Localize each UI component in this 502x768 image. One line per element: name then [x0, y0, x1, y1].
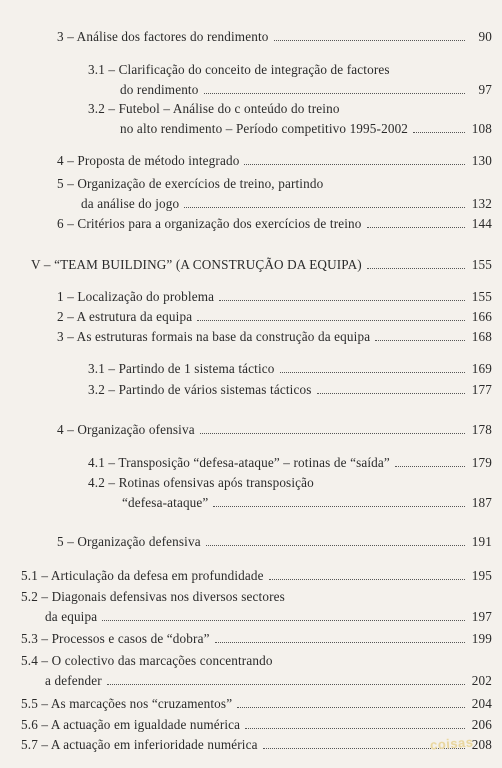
toc-entry: [21, 735, 492, 755]
toc-entry: [88, 60, 492, 100]
dot-leader: [206, 545, 465, 546]
toc-entry-title: 5.4 – O colectivo das marcações concentrando: [21, 653, 273, 668]
dot-leader: [413, 132, 465, 133]
dot-leader: [395, 466, 465, 467]
dot-leader: [269, 579, 465, 580]
toc-entry-page: 199: [471, 631, 492, 646]
toc-entry: [57, 532, 492, 552]
toc-entry-page: 90: [478, 29, 492, 44]
toc-entry: [21, 694, 492, 714]
toc-entry: [57, 214, 492, 234]
toc-entry-page: 177: [471, 382, 492, 397]
toc-entry: [57, 151, 492, 171]
dot-leader: [213, 506, 465, 507]
toc-entry-page: 204: [471, 696, 492, 711]
dot-leader: [197, 320, 465, 321]
toc-entry: [21, 651, 492, 691]
toc-entry-title: da equipa: [45, 609, 98, 624]
watermark-stamp: coisas: [429, 734, 474, 753]
toc-entry-title: no alto rendimento – Período competitivo 1995-2002: [120, 121, 409, 136]
toc-entry-page: 97: [478, 82, 492, 97]
toc-entry-title: 5.7 – A actuação em inferioridade numérica: [21, 737, 258, 752]
toc-entry-page: 202: [471, 673, 492, 688]
dot-leader: [367, 268, 465, 269]
toc-entry-page: 169: [471, 361, 492, 376]
dot-leader: [215, 642, 465, 643]
toc-entry-page: 108: [471, 121, 492, 136]
toc-entry-title: a defender: [45, 673, 102, 688]
dot-leader: [367, 227, 465, 228]
toc-entry-title: do rendimento: [120, 82, 199, 97]
toc-entry: [21, 629, 492, 649]
dot-leader: [274, 40, 465, 41]
toc-entry-page: 208: [471, 737, 492, 752]
toc-entry-title: 4 – Organização ofensiva: [57, 422, 195, 437]
toc-entry: [57, 287, 492, 307]
toc-entry: [57, 307, 492, 327]
toc-entry-title: “defesa-ataque”: [122, 495, 209, 510]
toc-entry-page: 168: [471, 329, 492, 344]
toc-entry-title: 4.1 – Transposição “defesa-ataque” – rotinas de “saída”: [88, 455, 390, 470]
toc-entry: [21, 715, 492, 735]
dot-leader: [219, 300, 465, 301]
toc-entry-page: 166: [471, 309, 492, 324]
toc-entry-page: 155: [471, 257, 492, 272]
toc-entry: [88, 380, 492, 400]
toc-entry: [31, 255, 492, 275]
toc-entry-title: 5.6 – A actuação em igualdade numérica: [21, 717, 241, 732]
dot-leader: [375, 340, 465, 341]
dot-leader: [237, 707, 465, 708]
toc-entry: [21, 566, 492, 586]
toc-entry-page: 178: [471, 422, 492, 437]
toc-entry-page: 187: [471, 495, 492, 510]
toc-entry-title: 5.1 – Articulação da defesa em profundidade: [21, 568, 264, 583]
toc-entry-title: 2 – A estrutura da equipa: [57, 309, 193, 324]
toc-entry: [57, 327, 492, 347]
toc-entry-title: 4 – Proposta de método integrado: [57, 153, 240, 168]
toc-entry-title: 5 – Organização defensiva: [57, 534, 201, 549]
toc-entry-page: 132: [471, 196, 492, 211]
dot-leader: [245, 728, 465, 729]
toc-entry: [88, 99, 492, 139]
toc-entry-title: 3.2 – Futebol – Análise do c onteúdo do treino: [88, 101, 340, 116]
toc-entry: [57, 420, 492, 440]
toc-entry: [57, 174, 492, 214]
toc-entry-page: 206: [471, 717, 492, 732]
toc-entry-title: 5 – Organização de exercícios de treino, partindo: [57, 176, 324, 191]
toc-entry-page: 155: [471, 289, 492, 304]
toc-entry-page: 197: [471, 609, 492, 624]
toc-entry-page: 130: [471, 153, 492, 168]
toc-entry-page: 195: [471, 568, 492, 583]
toc-entry: [21, 587, 492, 627]
toc-entry-page: 191: [471, 534, 492, 549]
toc-entry-page: 179: [471, 455, 492, 470]
toc-entry-title: 3.1 – Clarificação do conceito de integração de factores: [88, 62, 390, 77]
toc-entry-title: 4.2 – Rotinas ofensivas após transposição: [88, 475, 314, 490]
toc-entry-title: 5.5 – As marcações nos “cruzamentos”: [21, 696, 233, 711]
toc-entry-title: 3 – Análise dos factores do rendimento: [57, 29, 269, 44]
dot-leader: [204, 93, 466, 94]
toc-entry-title: 3 – As estruturas formais na base da construção da equipa: [57, 329, 371, 344]
toc-entry-title: V – “TEAM BUILDING” (A CONSTRUÇÃO DA EQUIPA): [31, 257, 362, 272]
dot-leader: [102, 620, 465, 621]
toc-entry: [88, 473, 492, 513]
dot-leader: [184, 207, 465, 208]
toc-entry-title: 5.3 – Processos e casos de “dobra”: [21, 631, 210, 646]
toc-entry: [88, 359, 492, 379]
toc-entry-title: 6 – Critérios para a organização dos exercícios de treino: [57, 216, 362, 231]
toc-entry-title: da análise do jogo: [81, 196, 180, 211]
dot-leader: [244, 164, 465, 165]
toc-entry-title: 5.2 – Diagonais defensivas nos diversos sectores: [21, 589, 285, 604]
dot-leader: [200, 433, 465, 434]
toc-entry-title: 3.1 – Partindo de 1 sistema táctico: [88, 361, 275, 376]
toc-entry: [88, 453, 492, 473]
toc-entry-title: 1 – Localização do problema: [57, 289, 215, 304]
toc-entry: [57, 27, 492, 47]
toc-entry-title: 3.2 – Partindo de vários sistemas tácticos: [88, 382, 312, 397]
dot-leader: [317, 393, 466, 394]
dot-leader: [280, 372, 465, 373]
dot-leader: [107, 684, 465, 685]
toc-entry-page: 144: [471, 216, 492, 231]
